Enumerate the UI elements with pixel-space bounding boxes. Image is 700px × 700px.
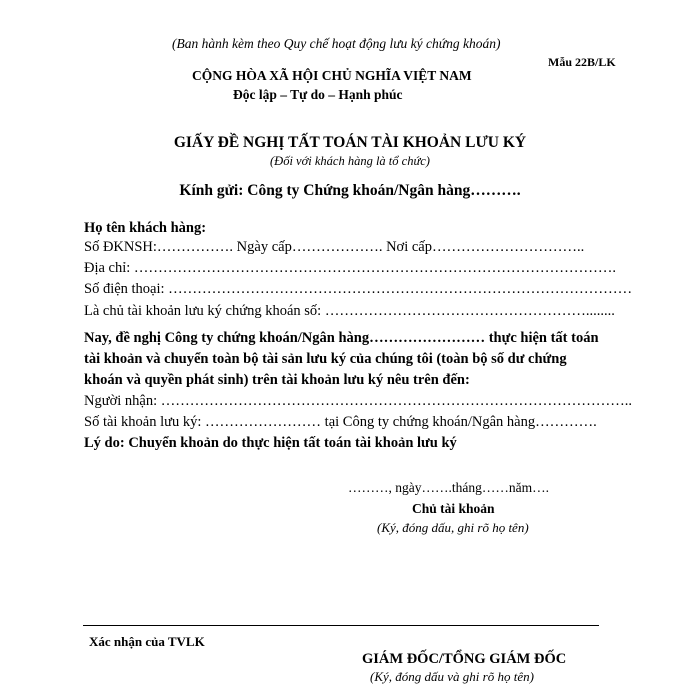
motto: Độc lập – Tự do – Hạnh phúc <box>233 87 403 102</box>
director-title: GIÁM ĐỐC/TỔNG GIÁM ĐỐC <box>362 651 567 667</box>
director-note: (Ký, đóng dấu và ghi rõ họ tên) <box>370 669 534 684</box>
customer-name-label: Họ tên khách hàng: <box>84 220 207 236</box>
document-title: GIẤY ĐỀ NGHỊ TẤT TOÁN TÀI KHOẢN LƯU KÝ <box>173 134 527 151</box>
document-subtitle: (Đối với khách hàng là tổ chức) <box>270 154 430 168</box>
account-holder-title: Chủ tài khoản <box>412 501 495 516</box>
form-code: Mẫu 22B/LK <box>548 55 616 69</box>
request-line-2: tài khoản và chuyển toàn bộ tài sản lưu ký của chúng tôi (toàn bộ số dư chứng <box>84 351 567 367</box>
country-name: CỘNG HÒA XÃ HỘI CHỦ NGHĨA VIỆT NAM <box>192 68 472 83</box>
issued-note: (Ban hành kèm theo Quy chế hoạt động lưu ký chứng khoán) <box>172 36 501 51</box>
receiver-line: Người nhận: …………………………………………………………………………………….. <box>84 393 632 409</box>
account-holder-note: (Ký, đóng dấu, ghi rõ họ tên) <box>377 520 529 535</box>
receiver-account-line: Số tài khoản lưu ký: …………………… tại Công ty chứng khoán/Ngân hàng…………. <box>84 414 597 430</box>
registration-line: Số ĐKNSH:……………. Ngày cấp………………. Nơi cấp………………………….. <box>84 239 585 255</box>
separator-line <box>83 625 599 626</box>
confirm-label: Xác nhận của TVLK <box>89 634 205 649</box>
address-line: Địa chỉ: ………………………………………………………………………………………. <box>84 260 617 276</box>
phone-line: Số điện thoại: …………………………………………………………………………………… <box>84 281 633 297</box>
reason-line: Lý do: Chuyển khoản do thực hiện tất toán tài khoản lưu ký <box>84 435 457 451</box>
date-line: ………, ngày…….tháng……năm…. <box>348 480 549 495</box>
request-line-3: khoán và quyền phát sinh) trên tài khoản lưu ký nêu trên đến: <box>84 372 470 388</box>
request-line-1: Nay, đề nghị Công ty chứng khoán/Ngân hàng…………………… thực hiện tất toán <box>84 330 599 346</box>
recipient-line: Kính gửi: Công ty Chứng khoán/Ngân hàng………. <box>179 182 521 199</box>
account-line: Là chủ tài khoản lưu ký chứng khoán số: ………………………………………………........ <box>84 303 615 319</box>
